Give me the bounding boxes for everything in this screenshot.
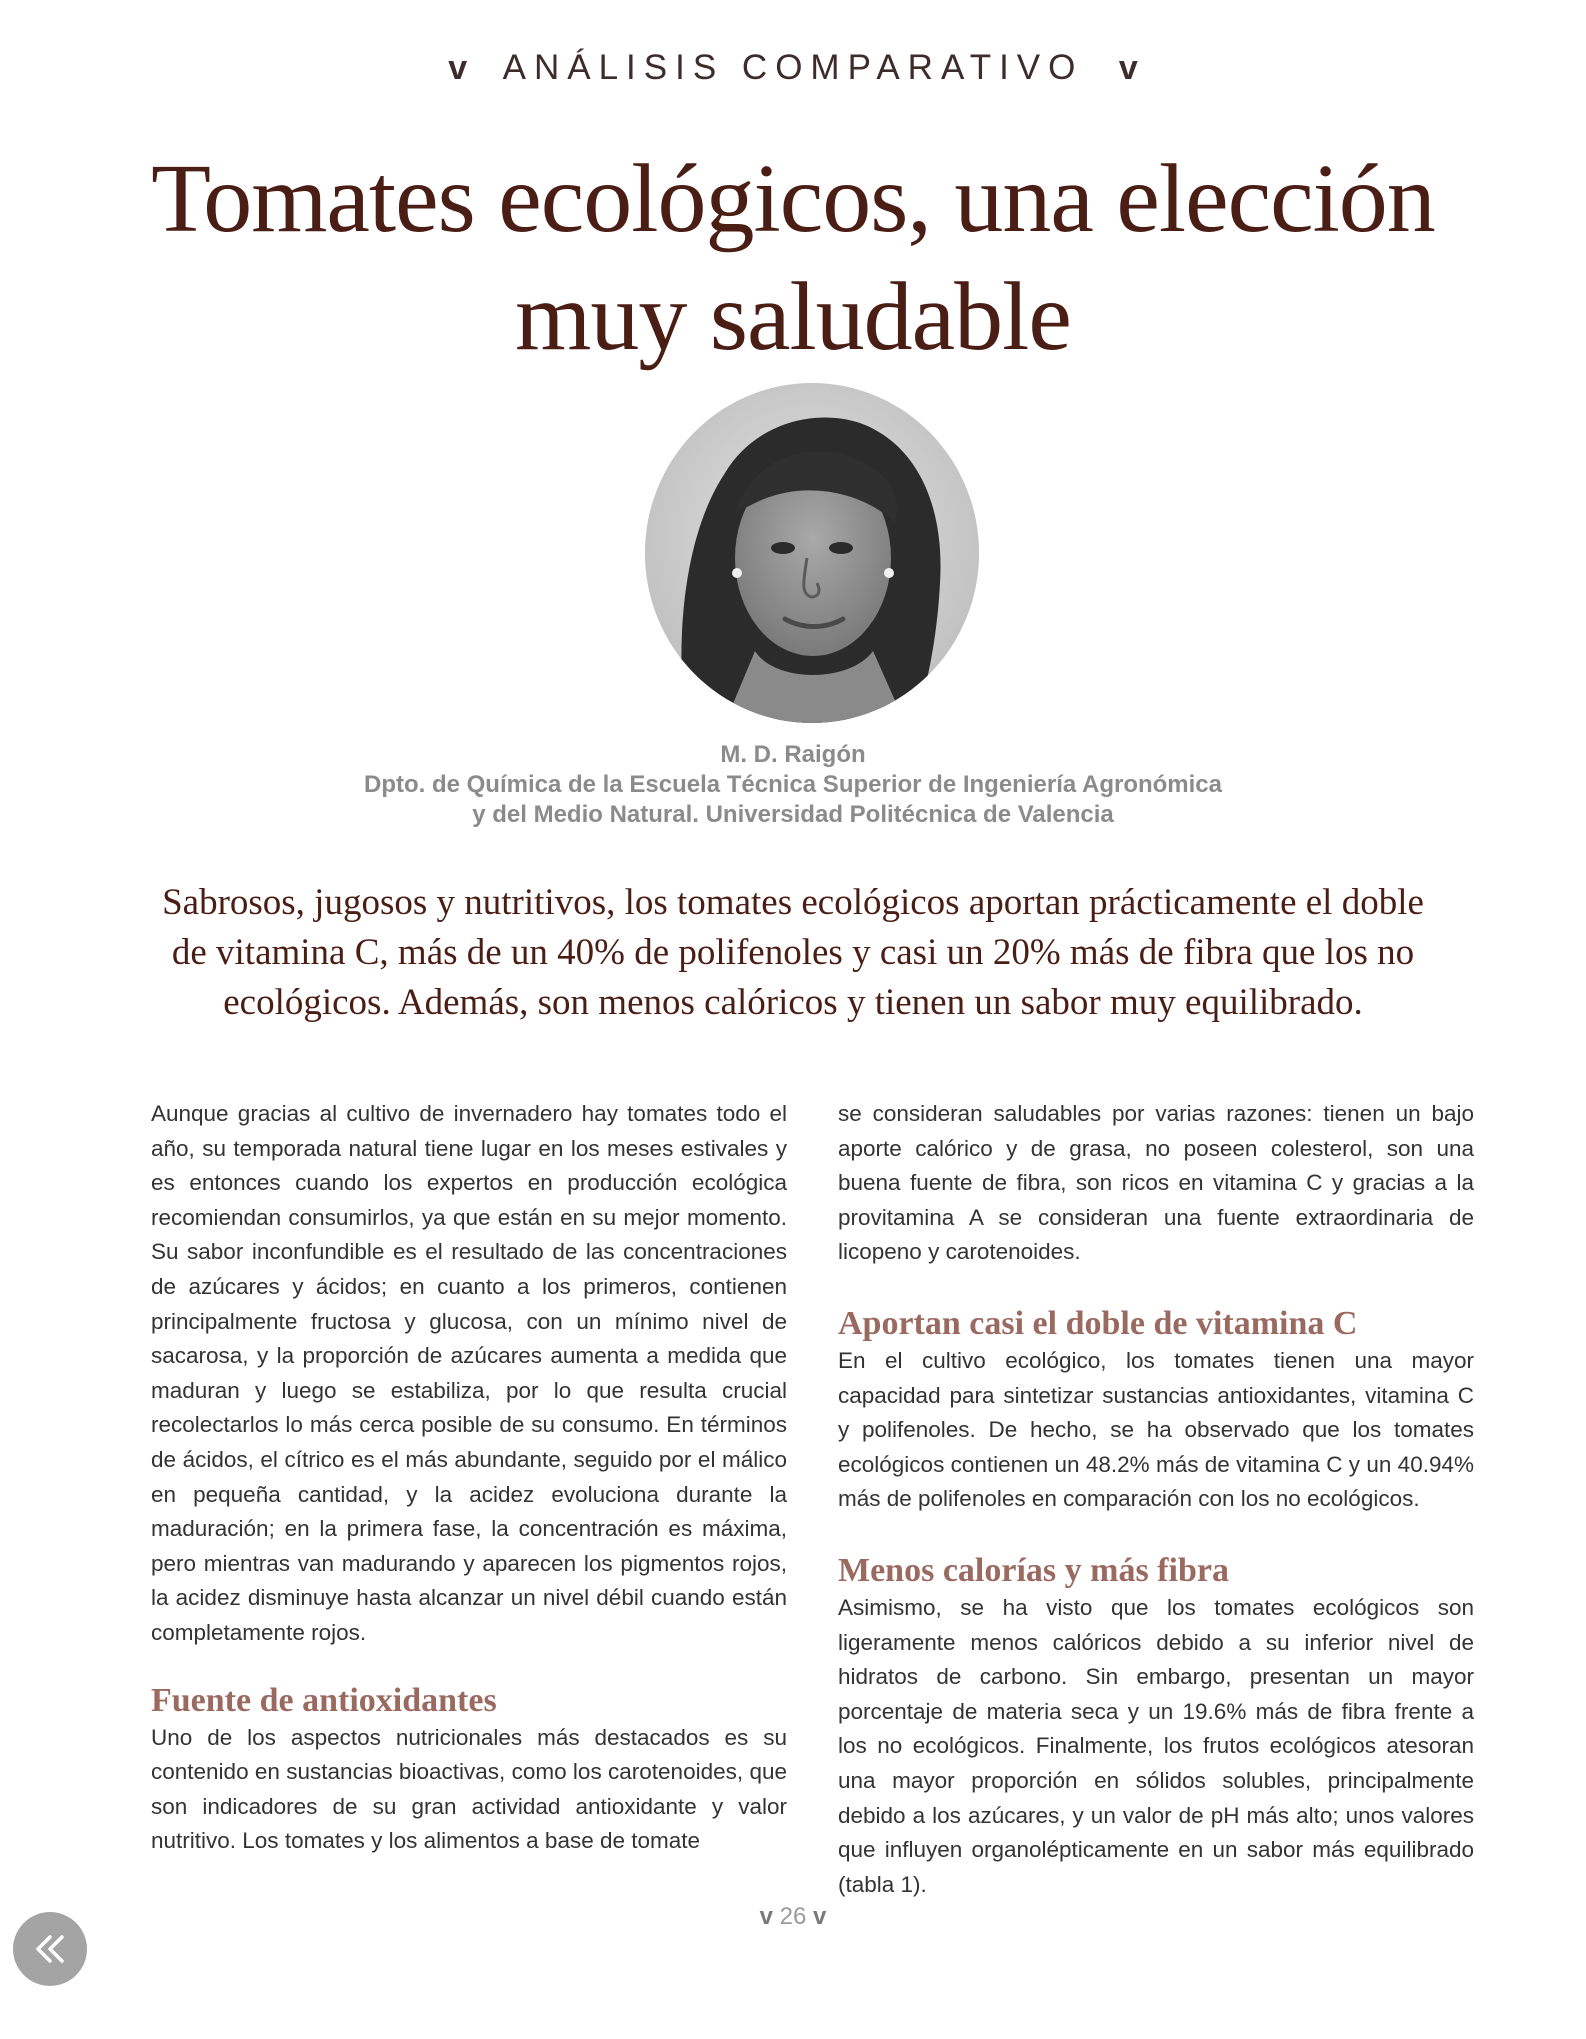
- column-right: [838, 1097, 1474, 1902]
- article-lead: Sabrosos, jugosos y nutritivos, los tomates ecológicos aportan prácticamente el doble de vitamina C, más de un 40% de polifenoles y casi un 20% más de fibra que los no ecológicos. Además, son menos calóricos y tienen un sabor muy equilibrado.: [162, 882, 1424, 1023]
- section-heading: Aportan casi el doble de vitamina C: [838, 1304, 1358, 1342]
- page-number-value: 26: [779, 1903, 807, 1930]
- author-affiliation-2: y del Medio Natural. Universidad Politécnica de Valencia: [472, 801, 1114, 828]
- section-label: [0, 48, 1586, 88]
- paragraph: se consideran saludables por varias razones: tienen un bajo aporte calórico y de grasa, no poseen colesterol, son una buena fuente de fibra, son ricos en vitamina C y gracias a la provitamina A se consideran una fuente extraordinaria de licopeno y carotenoides.: [838, 1101, 1474, 1265]
- article-title: [100, 140, 1486, 376]
- double-chevron-left-icon: [30, 1929, 70, 1969]
- chevron-down-icon: v: [1118, 49, 1138, 87]
- title-line-1: Tomates ecológicos, una elección: [151, 145, 1435, 253]
- author-block: [0, 740, 1586, 830]
- chevron-down-icon: v: [759, 1903, 773, 1930]
- paragraph: Aunque gracias al cultivo de invernadero hay tomates todo el año, su temporada natural tiene lugar en los meses estivales y es entonces cuando los expertos en producción ecológica recomiendan consumirlos, ya que están en su mejor momento. Su sabor inconfundible es el resultado de las concentraciones de azúcares y ácidos; en cuanto a los primeros, contienen principalmente fructosa y glucosa, con un mínimo nivel de sacarosa, y la proporción de azúcares aumenta a medida que maduran y luego se estabiliza, por lo que resulta crucial recolectarlos lo más cerca posible de su consumo. En términos de ácidos, el cítrico es el más abundante, seguido por el málico en pequeña cantidad, y la acidez evoluciona durante la maduración; en la primera fase, la concentración es máxima, pero mientras van madurando y aparecen los pigmentos rojos, la acidez disminuye hasta alcanzar un nivel débil cuando están completamente rojos.: [151, 1101, 787, 1645]
- page-number: [0, 1903, 1586, 1931]
- author-portrait: [645, 383, 979, 723]
- paragraph: En el cultivo ecológico, los tomates tienen una mayor capacidad para sintetizar sustancias antioxidantes, vitamina C y polifenoles. De hecho, se ha observado que los tomates ecológicos contienen un 48.2% más de vitamina C y un 40.94% más de polifenoles en comparación con los no ecológicos.: [838, 1347, 1474, 1512]
- author-name: M. D. Raigón: [720, 741, 866, 768]
- section-heading: Fuente de antioxidantes: [151, 1681, 497, 1719]
- paragraph: Asimismo, se ha visto que los tomates ecológicos son ligeramente menos calóricos debido a su inferior nivel de hidratos de carbono. Sin embargo, presentan un mayor porcentaje de materia seca y un 19.6% más de fibra frente a los no ecológicos. Finalmente, los frutos ecológicos atesoran una mayor proporción en sólidos solubles, principalmente debido a los azúcares, y un valor de pH más alto; unos valores que influyen organolépticamente en un sabor más equilibrado (tabla 1).: [838, 1594, 1474, 1897]
- section-title: ANÁLISIS COMPARATIVO: [502, 48, 1084, 87]
- title-line-2: muy saludable: [515, 263, 1071, 371]
- author-affiliation-1: Dpto. de Química de la Escuela Técnica Superior de Ingeniería Agronómica: [363, 771, 1222, 798]
- paragraph: Uno de los aspectos nutricionales más destacados es su contenido en sustancias bioactivas, como los carotenoides, que son indicadores de su gran actividad antioxidante y valor nutritivo. Los tomates y los alimentos a base de tomate: [151, 1724, 787, 1854]
- back-button[interactable]: [13, 1912, 87, 1986]
- section-heading: Menos calorías y más fibra: [838, 1551, 1229, 1589]
- chevron-down-icon: v: [813, 1903, 827, 1930]
- column-left: [151, 1097, 787, 1859]
- chevron-down-icon: v: [448, 49, 468, 87]
